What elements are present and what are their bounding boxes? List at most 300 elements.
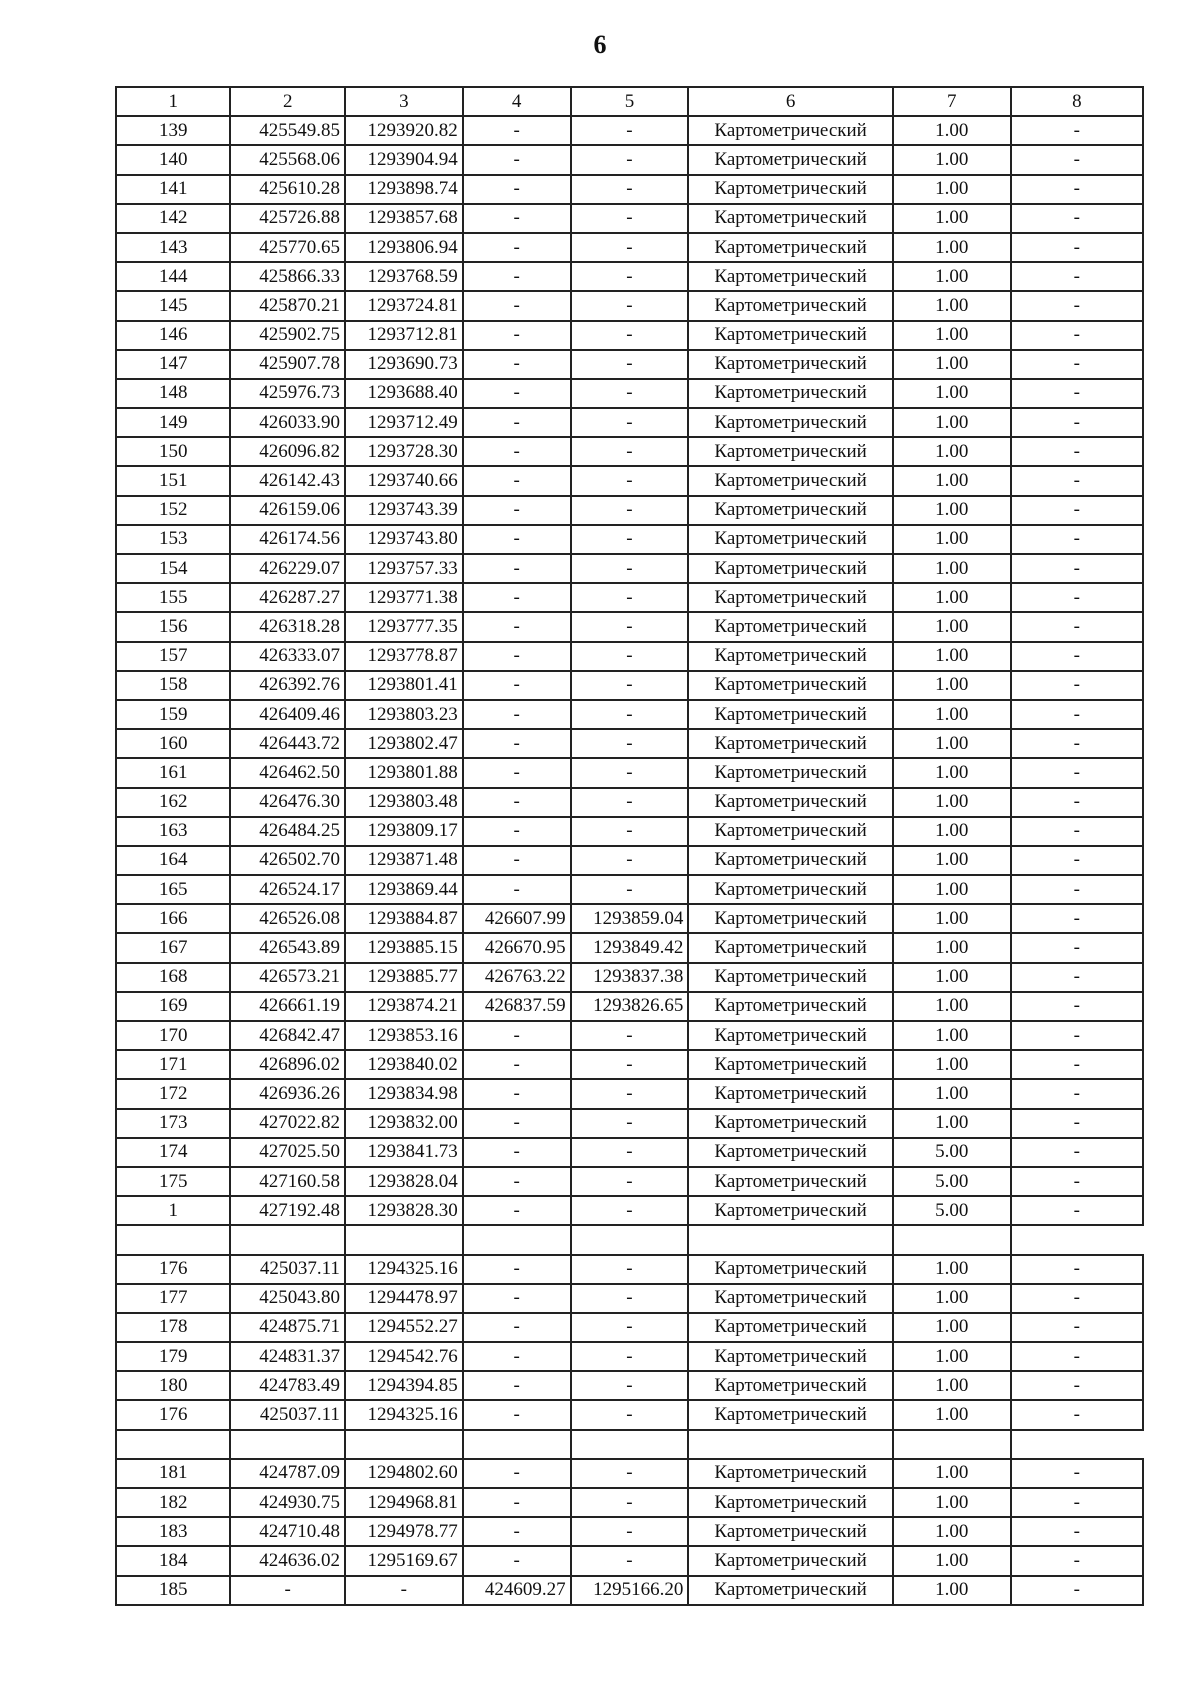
x-coordinate-cell: 426096.82 — [230, 437, 344, 466]
y-alt-coordinate-cell: - — [571, 321, 689, 350]
note-cell: - — [1011, 1050, 1143, 1079]
y-coordinate-cell: 1294552.27 — [345, 1313, 463, 1342]
y-coordinate-cell: 1293712.49 — [345, 408, 463, 437]
method-cell: Картометрический — [688, 1050, 893, 1079]
x-coordinate-cell: 425976.73 — [230, 379, 344, 408]
x-coordinate-cell: 425037.11 — [230, 1400, 344, 1429]
accuracy-cell: 1.00 — [893, 1576, 1011, 1605]
y-coordinate-cell: 1293809.17 — [345, 817, 463, 846]
note-cell: - — [1011, 291, 1143, 320]
x-coordinate-cell: 425770.65 — [230, 233, 344, 262]
note-cell: - — [1011, 846, 1143, 875]
y-coordinate-cell: 1293828.30 — [345, 1196, 463, 1225]
method-cell: Картометрический — [688, 1196, 893, 1225]
table-row — [116, 1196, 1143, 1225]
y-coordinate-cell: 1293828.04 — [345, 1167, 463, 1196]
x-coordinate-cell: 426443.72 — [230, 729, 344, 758]
x-coordinate-cell: 424875.71 — [230, 1313, 344, 1342]
empty-cell — [571, 1430, 689, 1459]
x-alt-coordinate-cell: - — [463, 612, 571, 641]
x-alt-coordinate-cell: - — [463, 1371, 571, 1400]
x-alt-coordinate-cell: - — [463, 1196, 571, 1225]
x-coordinate-cell: 426462.50 — [230, 758, 344, 787]
method-cell: Картометрический — [688, 1371, 893, 1400]
accuracy-cell: 1.00 — [893, 933, 1011, 962]
table-row — [116, 1517, 1143, 1546]
y-coordinate-cell: 1293771.38 — [345, 583, 463, 612]
x-alt-coordinate-cell: - — [463, 145, 571, 174]
method-cell: Картометрический — [688, 291, 893, 320]
note-cell: - — [1011, 671, 1143, 700]
note-cell: - — [1011, 788, 1143, 817]
table-row — [116, 1109, 1143, 1138]
point-number-cell: 170 — [116, 1021, 230, 1050]
accuracy-cell: 1.00 — [893, 1400, 1011, 1429]
table-body — [116, 87, 1143, 1605]
y-coordinate-cell: 1295169.67 — [345, 1546, 463, 1575]
x-coordinate-cell: 425037.11 — [230, 1255, 344, 1284]
x-alt-coordinate-cell: - — [463, 525, 571, 554]
empty-cell — [230, 1430, 344, 1459]
accuracy-cell: 1.00 — [893, 554, 1011, 583]
method-cell: Картометрический — [688, 204, 893, 233]
y-coordinate-cell: 1293920.82 — [345, 116, 463, 145]
table-row — [116, 933, 1143, 962]
y-coordinate-cell: 1294978.77 — [345, 1517, 463, 1546]
x-alt-coordinate-cell: - — [463, 1050, 571, 1079]
x-coordinate-cell: 426524.17 — [230, 875, 344, 904]
column-header: 7 — [893, 87, 1011, 116]
x-alt-coordinate-cell: - — [463, 1167, 571, 1196]
y-coordinate-cell: 1293743.39 — [345, 496, 463, 525]
y-coordinate-cell: 1293801.88 — [345, 758, 463, 787]
x-alt-coordinate-cell: - — [463, 1342, 571, 1371]
x-coordinate-cell: 426484.25 — [230, 817, 344, 846]
method-cell: Картометрический — [688, 671, 893, 700]
point-number-cell: 152 — [116, 496, 230, 525]
y-alt-coordinate-cell: - — [571, 875, 689, 904]
x-alt-coordinate-cell: - — [463, 1488, 571, 1517]
y-coordinate-cell: 1293768.59 — [345, 262, 463, 291]
method-cell: Картометрический — [688, 262, 893, 291]
y-coordinate-cell: 1293869.44 — [345, 875, 463, 904]
y-coordinate-cell: 1293803.23 — [345, 700, 463, 729]
point-number-cell: 149 — [116, 408, 230, 437]
accuracy-cell: 1.00 — [893, 1021, 1011, 1050]
y-alt-coordinate-cell: - — [571, 1313, 689, 1342]
note-cell: - — [1011, 1138, 1143, 1167]
x-alt-coordinate-cell: - — [463, 817, 571, 846]
column-header: 6 — [688, 87, 893, 116]
table-row — [116, 262, 1143, 291]
x-alt-coordinate-cell: - — [463, 583, 571, 612]
y-alt-coordinate-cell: - — [571, 437, 689, 466]
table-row — [116, 175, 1143, 204]
x-coordinate-cell: 425866.33 — [230, 262, 344, 291]
method-cell: Картометрический — [688, 379, 893, 408]
table-row — [116, 496, 1143, 525]
empty-cell — [463, 1225, 571, 1254]
x-coordinate-cell: 425870.21 — [230, 291, 344, 320]
point-number-cell: 181 — [116, 1459, 230, 1488]
accuracy-cell: 1.00 — [893, 1313, 1011, 1342]
column-header: 3 — [345, 87, 463, 116]
note-cell: - — [1011, 963, 1143, 992]
point-number-cell: 148 — [116, 379, 230, 408]
accuracy-cell: 1.00 — [893, 817, 1011, 846]
method-cell: Картометрический — [688, 116, 893, 145]
note-cell: - — [1011, 875, 1143, 904]
accuracy-cell: 1.00 — [893, 1488, 1011, 1517]
y-coordinate-cell: 1293801.41 — [345, 671, 463, 700]
blank-separator-row — [116, 1225, 1143, 1254]
method-cell: Картометрический — [688, 145, 893, 174]
y-alt-coordinate-cell: - — [571, 1196, 689, 1225]
y-alt-coordinate-cell: - — [571, 700, 689, 729]
table-row — [116, 612, 1143, 641]
table-row — [116, 1488, 1143, 1517]
x-coordinate-cell: 426174.56 — [230, 525, 344, 554]
y-coordinate-cell: 1293712.81 — [345, 321, 463, 350]
method-cell: Картометрический — [688, 1342, 893, 1371]
empty-cell — [893, 1430, 1011, 1459]
y-alt-coordinate-cell: - — [571, 1517, 689, 1546]
x-coordinate-cell: 425568.06 — [230, 145, 344, 174]
y-alt-coordinate-cell: - — [571, 1400, 689, 1429]
method-cell: Картометрический — [688, 496, 893, 525]
y-alt-coordinate-cell: - — [571, 1284, 689, 1313]
method-cell: Картометрический — [688, 1284, 893, 1313]
x-alt-coordinate-cell: - — [463, 1517, 571, 1546]
x-alt-coordinate-cell: - — [463, 379, 571, 408]
point-number-cell: 163 — [116, 817, 230, 846]
column-header: 1 — [116, 87, 230, 116]
table-row — [116, 291, 1143, 320]
y-coordinate-cell: 1294394.85 — [345, 1371, 463, 1400]
table-row — [116, 1576, 1143, 1605]
y-coordinate-cell: 1293757.33 — [345, 554, 463, 583]
method-cell: Картометрический — [688, 875, 893, 904]
point-number-cell: 146 — [116, 321, 230, 350]
y-alt-coordinate-cell: - — [571, 496, 689, 525]
note-cell: - — [1011, 262, 1143, 291]
column-header: 5 — [571, 87, 689, 116]
y-coordinate-cell: 1293778.87 — [345, 642, 463, 671]
x-alt-coordinate-cell: - — [463, 175, 571, 204]
x-alt-coordinate-cell: 426837.59 — [463, 992, 571, 1021]
column-header: 2 — [230, 87, 344, 116]
method-cell: Картометрический — [688, 437, 893, 466]
method-cell: Картометрический — [688, 1167, 893, 1196]
point-number-cell: 184 — [116, 1546, 230, 1575]
y-alt-coordinate-cell: - — [571, 1079, 689, 1108]
x-alt-coordinate-cell: 426670.95 — [463, 933, 571, 962]
point-number-cell: 177 — [116, 1284, 230, 1313]
x-coordinate-cell: 425043.80 — [230, 1284, 344, 1313]
y-coordinate-cell: 1293802.47 — [345, 729, 463, 758]
point-number-cell: 183 — [116, 1517, 230, 1546]
x-coordinate-cell: 424831.37 — [230, 1342, 344, 1371]
empty-cell — [688, 1430, 893, 1459]
note-cell: - — [1011, 1021, 1143, 1050]
x-alt-coordinate-cell: - — [463, 1400, 571, 1429]
y-alt-coordinate-cell: - — [571, 1342, 689, 1371]
point-number-cell: 169 — [116, 992, 230, 1021]
method-cell: Картометрический — [688, 466, 893, 495]
note-cell: - — [1011, 350, 1143, 379]
note-cell: - — [1011, 1167, 1143, 1196]
accuracy-cell: 1.00 — [893, 262, 1011, 291]
note-cell: - — [1011, 1313, 1143, 1342]
x-alt-coordinate-cell: - — [463, 1021, 571, 1050]
accuracy-cell: 1.00 — [893, 175, 1011, 204]
note-cell: - — [1011, 1255, 1143, 1284]
accuracy-cell: 1.00 — [893, 350, 1011, 379]
method-cell: Картометрический — [688, 1313, 893, 1342]
x-coordinate-cell: 426896.02 — [230, 1050, 344, 1079]
x-alt-coordinate-cell: - — [463, 466, 571, 495]
x-coordinate-cell: 427022.82 — [230, 1109, 344, 1138]
point-number-cell: 140 — [116, 145, 230, 174]
x-alt-coordinate-cell: - — [463, 1255, 571, 1284]
table-row — [116, 1284, 1143, 1313]
table-row — [116, 1400, 1143, 1429]
method-cell: Картометрический — [688, 992, 893, 1021]
point-number-cell: 159 — [116, 700, 230, 729]
x-coordinate-cell: 426543.89 — [230, 933, 344, 962]
point-number-cell: 145 — [116, 291, 230, 320]
x-coordinate-cell: 424636.02 — [230, 1546, 344, 1575]
y-coordinate-cell: 1293803.48 — [345, 788, 463, 817]
method-cell: Картометрический — [688, 321, 893, 350]
point-number-cell: 141 — [116, 175, 230, 204]
y-alt-coordinate-cell: - — [571, 642, 689, 671]
y-alt-coordinate-cell: - — [571, 145, 689, 174]
table-row — [116, 408, 1143, 437]
y-alt-coordinate-cell: - — [571, 846, 689, 875]
table-row — [116, 1459, 1143, 1488]
method-cell: Картометрический — [688, 350, 893, 379]
empty-cell — [345, 1225, 463, 1254]
x-alt-coordinate-cell: - — [463, 642, 571, 671]
table-row — [116, 642, 1143, 671]
note-cell: - — [1011, 933, 1143, 962]
x-alt-coordinate-cell: - — [463, 554, 571, 583]
x-coordinate-cell: 426229.07 — [230, 554, 344, 583]
accuracy-cell: 1.00 — [893, 116, 1011, 145]
note-cell: - — [1011, 554, 1143, 583]
x-alt-coordinate-cell: - — [463, 204, 571, 233]
note-cell: - — [1011, 408, 1143, 437]
table-row — [116, 788, 1143, 817]
method-cell: Картометрический — [688, 1138, 893, 1167]
x-coordinate-cell: 426333.07 — [230, 642, 344, 671]
y-alt-coordinate-cell: - — [571, 1488, 689, 1517]
method-cell: Картометрический — [688, 1079, 893, 1108]
y-coordinate-cell: 1293884.87 — [345, 904, 463, 933]
empty-cell — [345, 1430, 463, 1459]
point-number-cell: 176 — [116, 1400, 230, 1429]
x-alt-coordinate-cell: - — [463, 788, 571, 817]
column-header: 4 — [463, 87, 571, 116]
column-header: 8 — [1011, 87, 1143, 116]
accuracy-cell: 1.00 — [893, 496, 1011, 525]
accuracy-cell: 1.00 — [893, 846, 1011, 875]
table-row — [116, 116, 1143, 145]
y-alt-coordinate-cell: - — [571, 1109, 689, 1138]
accuracy-cell: 1.00 — [893, 525, 1011, 554]
x-coordinate-cell: 426502.70 — [230, 846, 344, 875]
table-row — [116, 1021, 1143, 1050]
y-coordinate-cell: 1294802.60 — [345, 1459, 463, 1488]
note-cell: - — [1011, 1079, 1143, 1108]
y-coordinate-cell: 1293904.94 — [345, 145, 463, 174]
x-coordinate-cell: 426033.90 — [230, 408, 344, 437]
point-number-cell: 164 — [116, 846, 230, 875]
note-cell: - — [1011, 1488, 1143, 1517]
y-coordinate-cell: 1293690.73 — [345, 350, 463, 379]
y-coordinate-cell: 1293724.81 — [345, 291, 463, 320]
note-cell: - — [1011, 204, 1143, 233]
note-cell: - — [1011, 379, 1143, 408]
y-alt-coordinate-cell: - — [571, 262, 689, 291]
header-row — [116, 87, 1143, 116]
accuracy-cell: 1.00 — [893, 1079, 1011, 1108]
blank-separator-row — [116, 1430, 1143, 1459]
point-number-cell: 155 — [116, 583, 230, 612]
x-alt-coordinate-cell: - — [463, 671, 571, 700]
x-alt-coordinate-cell: - — [463, 233, 571, 262]
note-cell: - — [1011, 1546, 1143, 1575]
y-alt-coordinate-cell: - — [571, 1546, 689, 1575]
y-alt-coordinate-cell: - — [571, 729, 689, 758]
accuracy-cell: 1.00 — [893, 145, 1011, 174]
y-alt-coordinate-cell: 1293826.65 — [571, 992, 689, 1021]
table-row — [116, 554, 1143, 583]
table-row — [116, 1342, 1143, 1371]
table-row — [116, 817, 1143, 846]
y-coordinate-cell: 1294325.16 — [345, 1400, 463, 1429]
method-cell: Картометрический — [688, 817, 893, 846]
point-number-cell: 161 — [116, 758, 230, 787]
table-row — [116, 1167, 1143, 1196]
method-cell: Картометрический — [688, 904, 893, 933]
accuracy-cell: 1.00 — [893, 204, 1011, 233]
y-alt-coordinate-cell: - — [571, 554, 689, 583]
accuracy-cell: 1.00 — [893, 671, 1011, 700]
note-cell: - — [1011, 992, 1143, 1021]
method-cell: Картометрический — [688, 612, 893, 641]
point-number-cell: 151 — [116, 466, 230, 495]
table-row — [116, 963, 1143, 992]
table-row — [116, 1255, 1143, 1284]
accuracy-cell: 1.00 — [893, 291, 1011, 320]
method-cell: Картометрический — [688, 1576, 893, 1605]
y-alt-coordinate-cell: - — [571, 612, 689, 641]
point-number-cell: 156 — [116, 612, 230, 641]
accuracy-cell: 1.00 — [893, 233, 1011, 262]
note-cell: - — [1011, 175, 1143, 204]
y-alt-coordinate-cell: - — [571, 1459, 689, 1488]
table-row — [116, 583, 1143, 612]
note-cell: - — [1011, 1284, 1143, 1313]
x-alt-coordinate-cell: - — [463, 408, 571, 437]
x-coordinate-cell: 426142.43 — [230, 466, 344, 495]
empty-cell — [688, 1225, 893, 1254]
note-cell: - — [1011, 496, 1143, 525]
x-coordinate-cell: 425907.78 — [230, 350, 344, 379]
accuracy-cell: 1.00 — [893, 1371, 1011, 1400]
y-alt-coordinate-cell: - — [571, 379, 689, 408]
y-coordinate-cell: 1293871.48 — [345, 846, 463, 875]
x-alt-coordinate-cell: - — [463, 116, 571, 145]
note-cell: - — [1011, 817, 1143, 846]
method-cell: Картометрический — [688, 175, 893, 204]
empty-cell — [116, 1430, 230, 1459]
empty-cell — [1011, 1430, 1143, 1459]
note-cell: - — [1011, 729, 1143, 758]
point-number-cell: 173 — [116, 1109, 230, 1138]
table-row — [116, 1079, 1143, 1108]
x-coordinate-cell: 426661.19 — [230, 992, 344, 1021]
accuracy-cell: 1.00 — [893, 758, 1011, 787]
point-number-cell: 162 — [116, 788, 230, 817]
note-cell: - — [1011, 700, 1143, 729]
x-alt-coordinate-cell: - — [463, 1459, 571, 1488]
method-cell: Картометрический — [688, 1021, 893, 1050]
y-coordinate-cell: 1294968.81 — [345, 1488, 463, 1517]
table-row — [116, 437, 1143, 466]
point-number-cell: 157 — [116, 642, 230, 671]
y-coordinate-cell: 1293840.02 — [345, 1050, 463, 1079]
accuracy-cell: 1.00 — [893, 875, 1011, 904]
table-row — [116, 992, 1143, 1021]
accuracy-cell: 1.00 — [893, 379, 1011, 408]
method-cell: Картометрический — [688, 1400, 893, 1429]
accuracy-cell: 1.00 — [893, 1109, 1011, 1138]
table-row — [116, 671, 1143, 700]
x-alt-coordinate-cell: - — [463, 496, 571, 525]
accuracy-cell: 1.00 — [893, 583, 1011, 612]
x-alt-coordinate-cell: - — [463, 875, 571, 904]
x-coordinate-cell: 425902.75 — [230, 321, 344, 350]
y-alt-coordinate-cell: - — [571, 408, 689, 437]
empty-cell — [893, 1225, 1011, 1254]
y-alt-coordinate-cell: - — [571, 525, 689, 554]
x-coordinate-cell: 426936.26 — [230, 1079, 344, 1108]
y-alt-coordinate-cell: - — [571, 671, 689, 700]
accuracy-cell: 1.00 — [893, 1050, 1011, 1079]
y-coordinate-cell: 1293777.35 — [345, 612, 463, 641]
x-alt-coordinate-cell: - — [463, 846, 571, 875]
point-number-cell: 150 — [116, 437, 230, 466]
y-alt-coordinate-cell: 1293849.42 — [571, 933, 689, 962]
x-alt-coordinate-cell: - — [463, 291, 571, 320]
y-coordinate-cell: 1293885.77 — [345, 963, 463, 992]
y-alt-coordinate-cell: - — [571, 1138, 689, 1167]
empty-cell — [116, 1225, 230, 1254]
y-alt-coordinate-cell: - — [571, 583, 689, 612]
y-coordinate-cell: 1293853.16 — [345, 1021, 463, 1050]
note-cell: - — [1011, 1459, 1143, 1488]
note-cell: - — [1011, 525, 1143, 554]
table-row — [116, 1138, 1143, 1167]
y-alt-coordinate-cell: - — [571, 817, 689, 846]
method-cell: Картометрический — [688, 554, 893, 583]
x-alt-coordinate-cell: - — [463, 758, 571, 787]
method-cell: Картометрический — [688, 583, 893, 612]
note-cell: - — [1011, 1196, 1143, 1225]
